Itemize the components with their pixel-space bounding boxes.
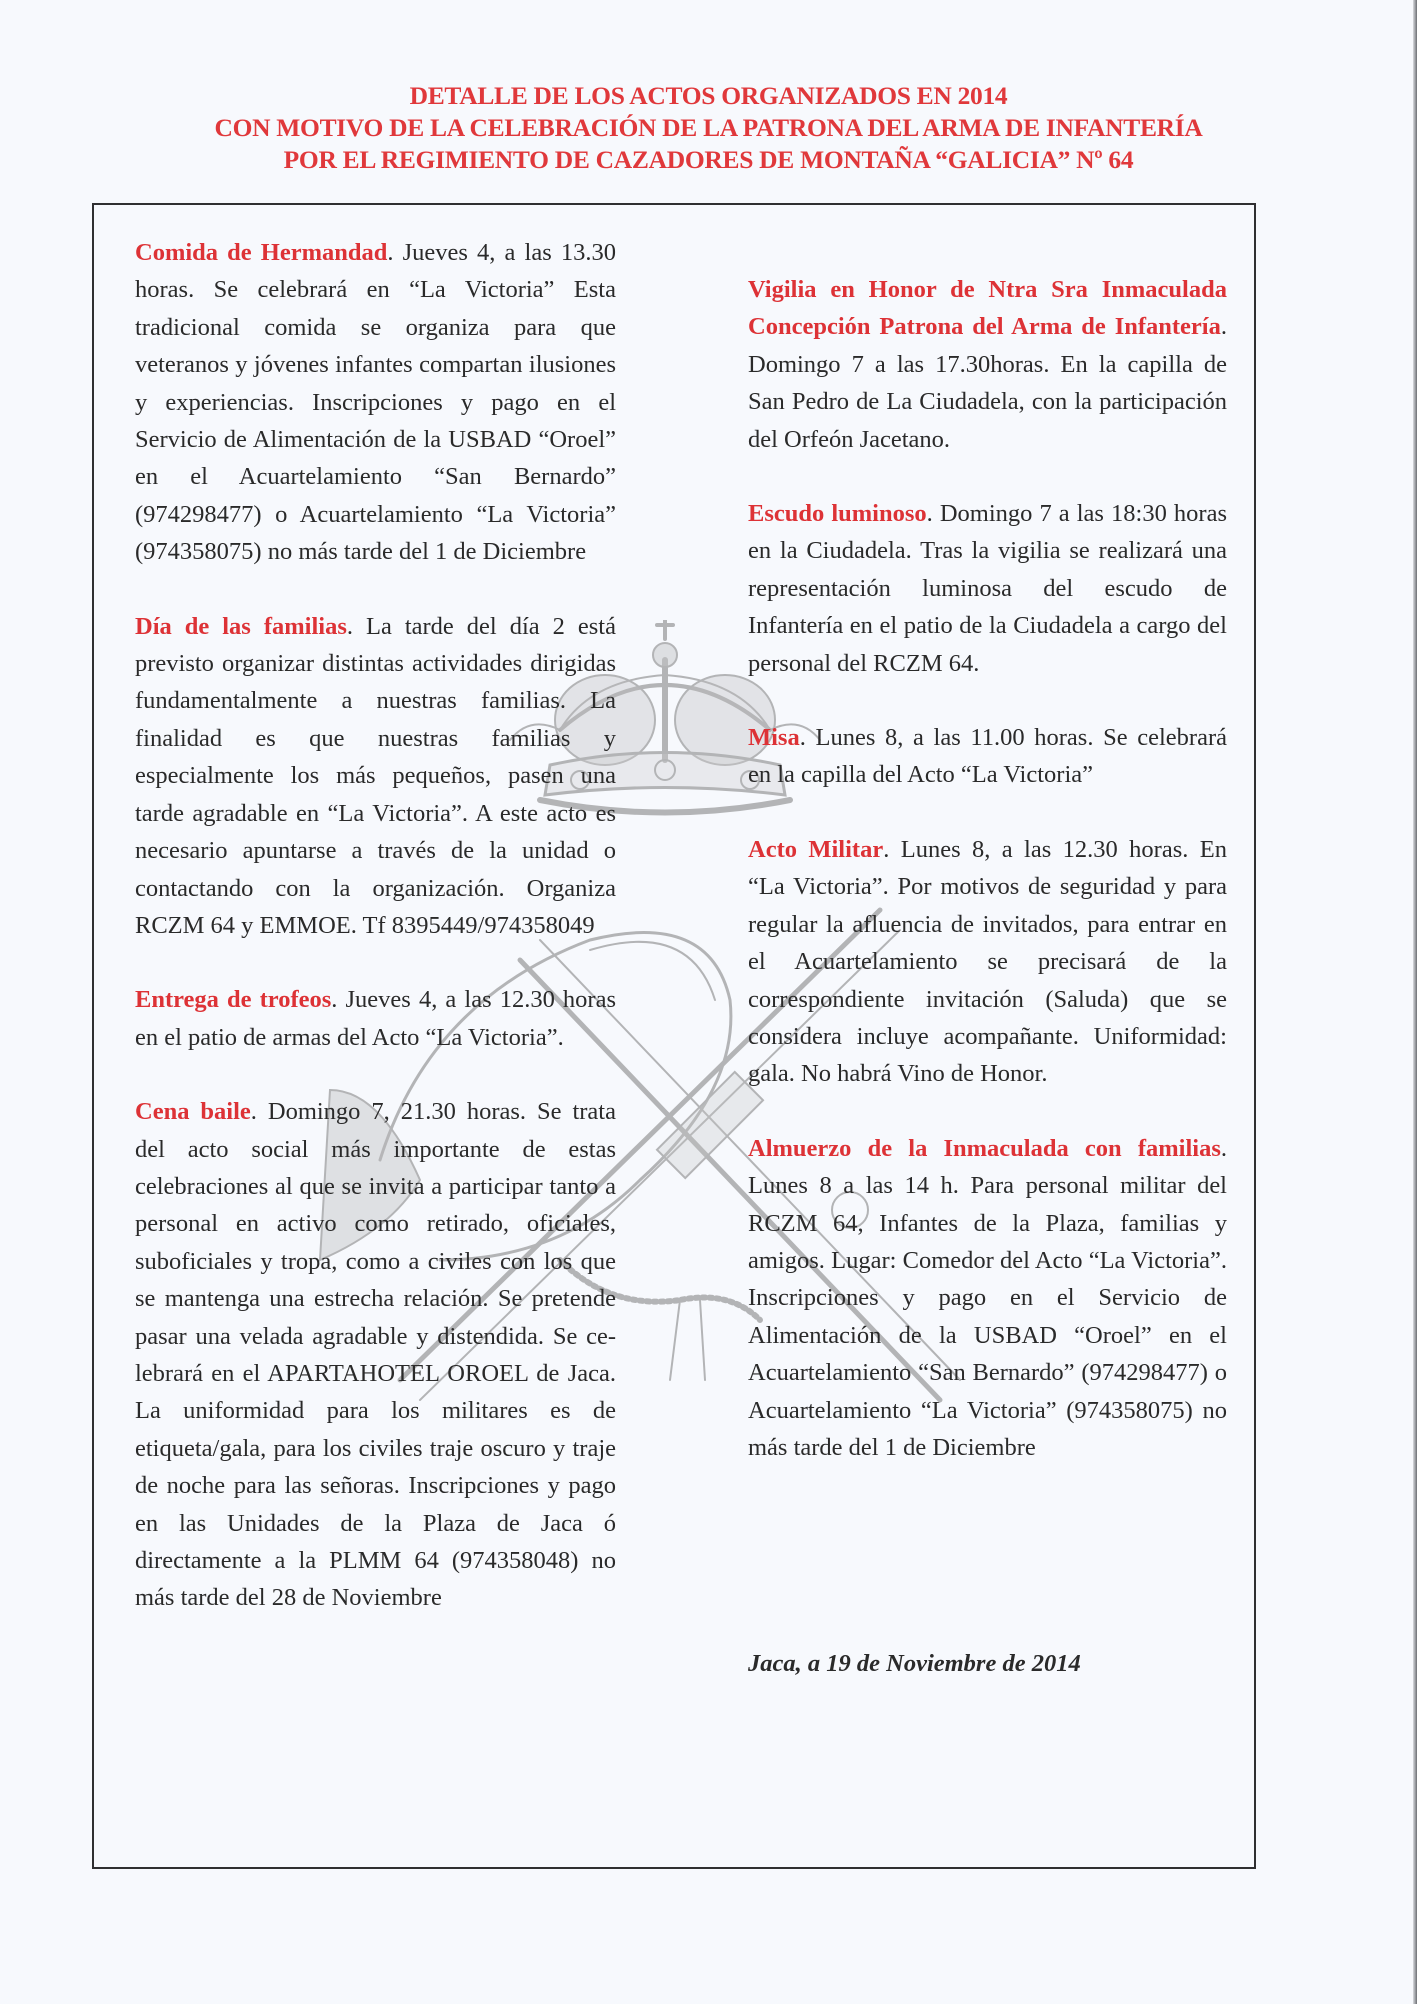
event-comida-hermandad (135, 234, 616, 571)
event-body: . Jueves 4, a las 13.30 horas. Se celebrará en “La Victoria” Esta tradicional comida se organiza para que veteranos y jóvenes infantes compartan ilusiones y experiencias. Inscripciones y pago en el Servicio de Alimentación de la USBAD “Oroel” en el Acuartelamiento “San Bernardo” (974298477) o Acuartelamiento “La Victoria” (974358075) no más tarde del 1 de Diciembre (135, 239, 616, 566)
event-body: . Lunes 8, a las 11.00 horas. Se celebrará en la capilla del Acto “La Victoria” (748, 724, 1227, 789)
event-title: Almuerzo de la Inmaculada con familias (748, 1134, 1221, 1162)
event-misa (748, 719, 1227, 794)
event-title: Misa (748, 724, 800, 752)
title-line-3: POR EL REGIMIENTO DE CAZADORES DE MONTAÑA “GALICIA” Nº 64 (283, 145, 1134, 174)
event-vigilia (748, 271, 1227, 458)
event-title: Entrega de trofeos (135, 986, 332, 1014)
event-acto-militar (748, 831, 1227, 1093)
left-column (135, 234, 616, 1654)
title-line-2: CON MOTIVO DE LA CELEBRACIÓN DE LA PATRONA DEL ARMA DE INFANTERÍA (214, 113, 1203, 142)
event-title: Acto Militar (748, 835, 884, 863)
page-title (0, 80, 1417, 176)
right-column (748, 271, 1227, 1503)
event-title: Día de las familias (135, 612, 347, 640)
event-body: . Lunes 8 a las 14 h. Para personal militar del RCZM 64, Infantes de la Plaza, familias y amigos. Lugar: Comedor del Acto “La Victoria”. Inscripciones y pago en el Servicio de Alimentación de la USBAD “Oroel” en el Acuartelamiento “San Bernardo” (974298477) o Acuartelamiento “La Victoria” (974358075) no más tarde del 1 de Diciembre (748, 1134, 1227, 1461)
event-body: . Domingo 7 a las 17.30horas. En la capilla de San Pedro de La Ciudadela, con la participación del Orfeón Jacetano. (748, 313, 1227, 453)
event-almuerzo-inmaculada (748, 1130, 1227, 1467)
signature-date: Jaca, a 19 de Noviembre de 2014 (748, 1650, 1081, 1677)
event-escudo-luminoso (748, 495, 1227, 682)
title-line-1: DETALLE DE LOS ACTOS ORGANIZADOS EN 2014 (409, 81, 1008, 110)
event-title: Cena baile (135, 1098, 251, 1126)
event-body: . Domingo 7 a las 18:30 horas en la Ciudadela. Tras la vigilia se realizará una representación luminosa del escudo de Infantería en el patio de la Ciudadela a cargo del personal del RCZM 64. (748, 500, 1227, 677)
event-cena-baile (135, 1093, 616, 1617)
event-body: . Jueves 4, a las 12.30 horas en el patio de armas del Acto “La Victoria”. (135, 986, 616, 1051)
event-title: Escudo luminoso (748, 500, 927, 528)
event-title: Vigilia en Honor de Ntra Sra Inmaculada Concepción Patrona del Arma de Infantería (748, 276, 1227, 341)
event-entrega-trofeos (135, 981, 616, 1056)
event-title: Comida de Hermandad (135, 239, 388, 266)
event-body: . Domingo 7, 21.30 horas. Se trata del acto social más importante de estas celebraciones al que se invita a participar tanto a personal en activo como retirado, oficiales, suboficiales y tropa, como a civiles con los que se mantenga una estrecha relación. Se pretende pasar una velada agradable y distendida. Se celebrará en el APARTAHOTEL OROEL de Jaca. La uniformidad para los militares es de etiqueta/gala, para los civiles traje oscuro y traje de noche para las señoras. Inscripciones y pago en las Unidades de la Plaza de Jaca ó directamente a la PLMM 64 (974358048) no más tarde del 28 de Noviembre (135, 1098, 616, 1612)
event-body: . Lunes 8, a las 12.30 horas. En “La Victoria”. Por motivos de seguridad y para regular la afluencia de invitados, para entrar en el Acuartelamiento se precisará de la correspondiente invitación (Saluda) que se considera incluye acompañante. Uniformidad: gala. No habrá Vino de Honor. (748, 835, 1227, 1088)
scan-edge (1413, 0, 1417, 2004)
event-body: . La tarde del día 2 está previsto organizar distintas actividades dirigidas fundamentalmente a nuestras familias. La finalidad es que nuestras familias y especialmente los más pequeños, pasen una tarde agradable en “La Victoria”. A este acto es necesario apuntarse a través de la unidad o contactando con la organización. Organiza RCZM 64 y EMMOE. Tf 8395449/974358049 (135, 612, 616, 939)
event-dia-familias (135, 608, 616, 945)
